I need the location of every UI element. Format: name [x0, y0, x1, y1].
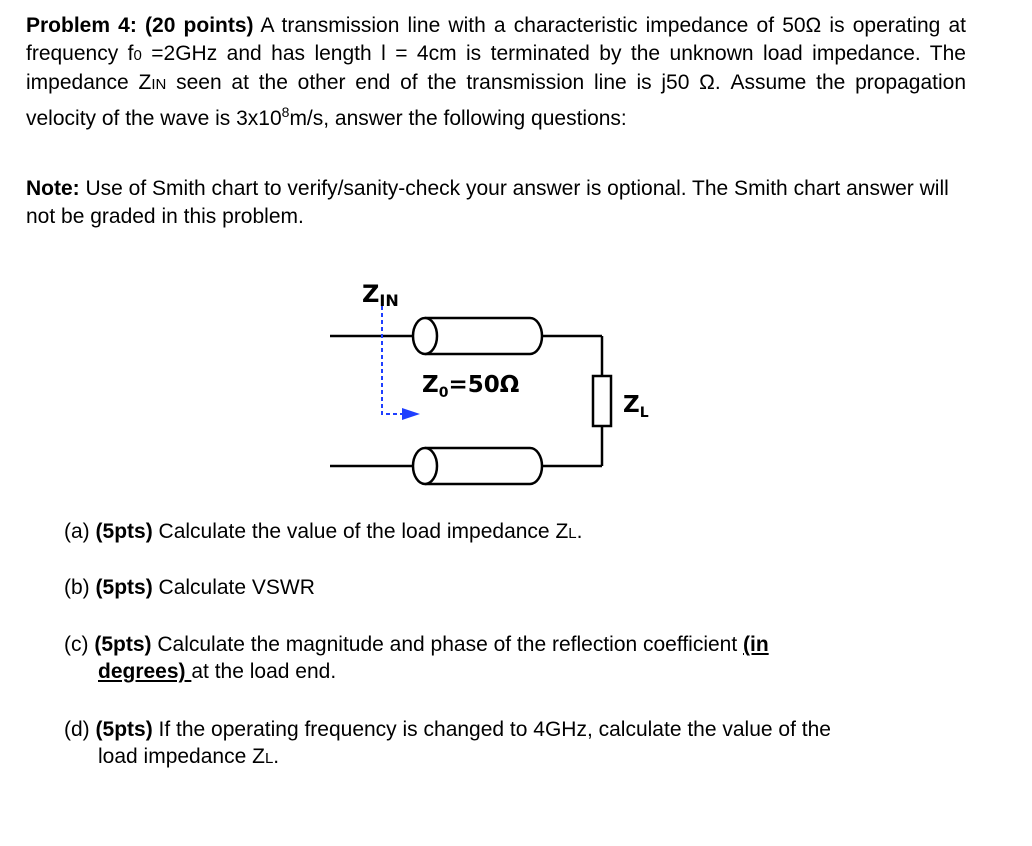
problem-text-2: =2GHz and has length l = 4cm is terminated by the unknown load impedance. The impedance Z: [26, 41, 966, 94]
question-c: (c) (5pts) Calculate the magnitude and phase of the reflection coefficient (in degrees) at the load end.: [64, 633, 769, 683]
problem-heading: Problem 4: (20 points): [26, 14, 254, 37]
zin-dashed-arrow: [382, 306, 402, 414]
problem-statement: [26, 12, 966, 132]
note: [26, 175, 976, 230]
arrow-head: [402, 408, 420, 420]
zl-label: $Z_L$: [623, 392, 649, 421]
transmission-line-diagram: [320, 270, 660, 510]
problem-text-4: m/s, answer the following questions:: [289, 106, 627, 130]
problem-text-3: seen at the other end of the transmission line is j50 Ω. Assume the propagation velocity of the wave is 3x10: [26, 71, 966, 130]
top-coax-cylinder: [413, 318, 542, 354]
question-b: (b) (5pts) Calculate VSWR: [64, 576, 315, 599]
note-label: Note:: [26, 177, 80, 200]
velocity-exponent: 8: [281, 103, 290, 120]
note-text: Use of Smith chart to verify/sanity-check your answer is optional. The Smith chart answer will not be graded in this problem.: [26, 177, 949, 228]
load-resistor: [593, 376, 611, 426]
z0-label: $Z_0=50\Omega$: [422, 372, 520, 401]
bottom-coax-cylinder: [413, 448, 542, 484]
question-d: (d) (5pts) If the operating frequency is changed to 4GHz, calculate the value of the load impedance ZL.: [64, 718, 831, 768]
question-a: (a) (5pts) Calculate the value of the load impedance ZL.: [64, 520, 583, 543]
frequency-subscript: 0: [133, 46, 142, 64]
zin-subscript: IN: [151, 76, 167, 93]
problem-text-1: A transmission line with a characteristic impedance of 50Ω is operating at frequency f: [26, 14, 966, 65]
zin-label: ZIN: [362, 280, 399, 310]
